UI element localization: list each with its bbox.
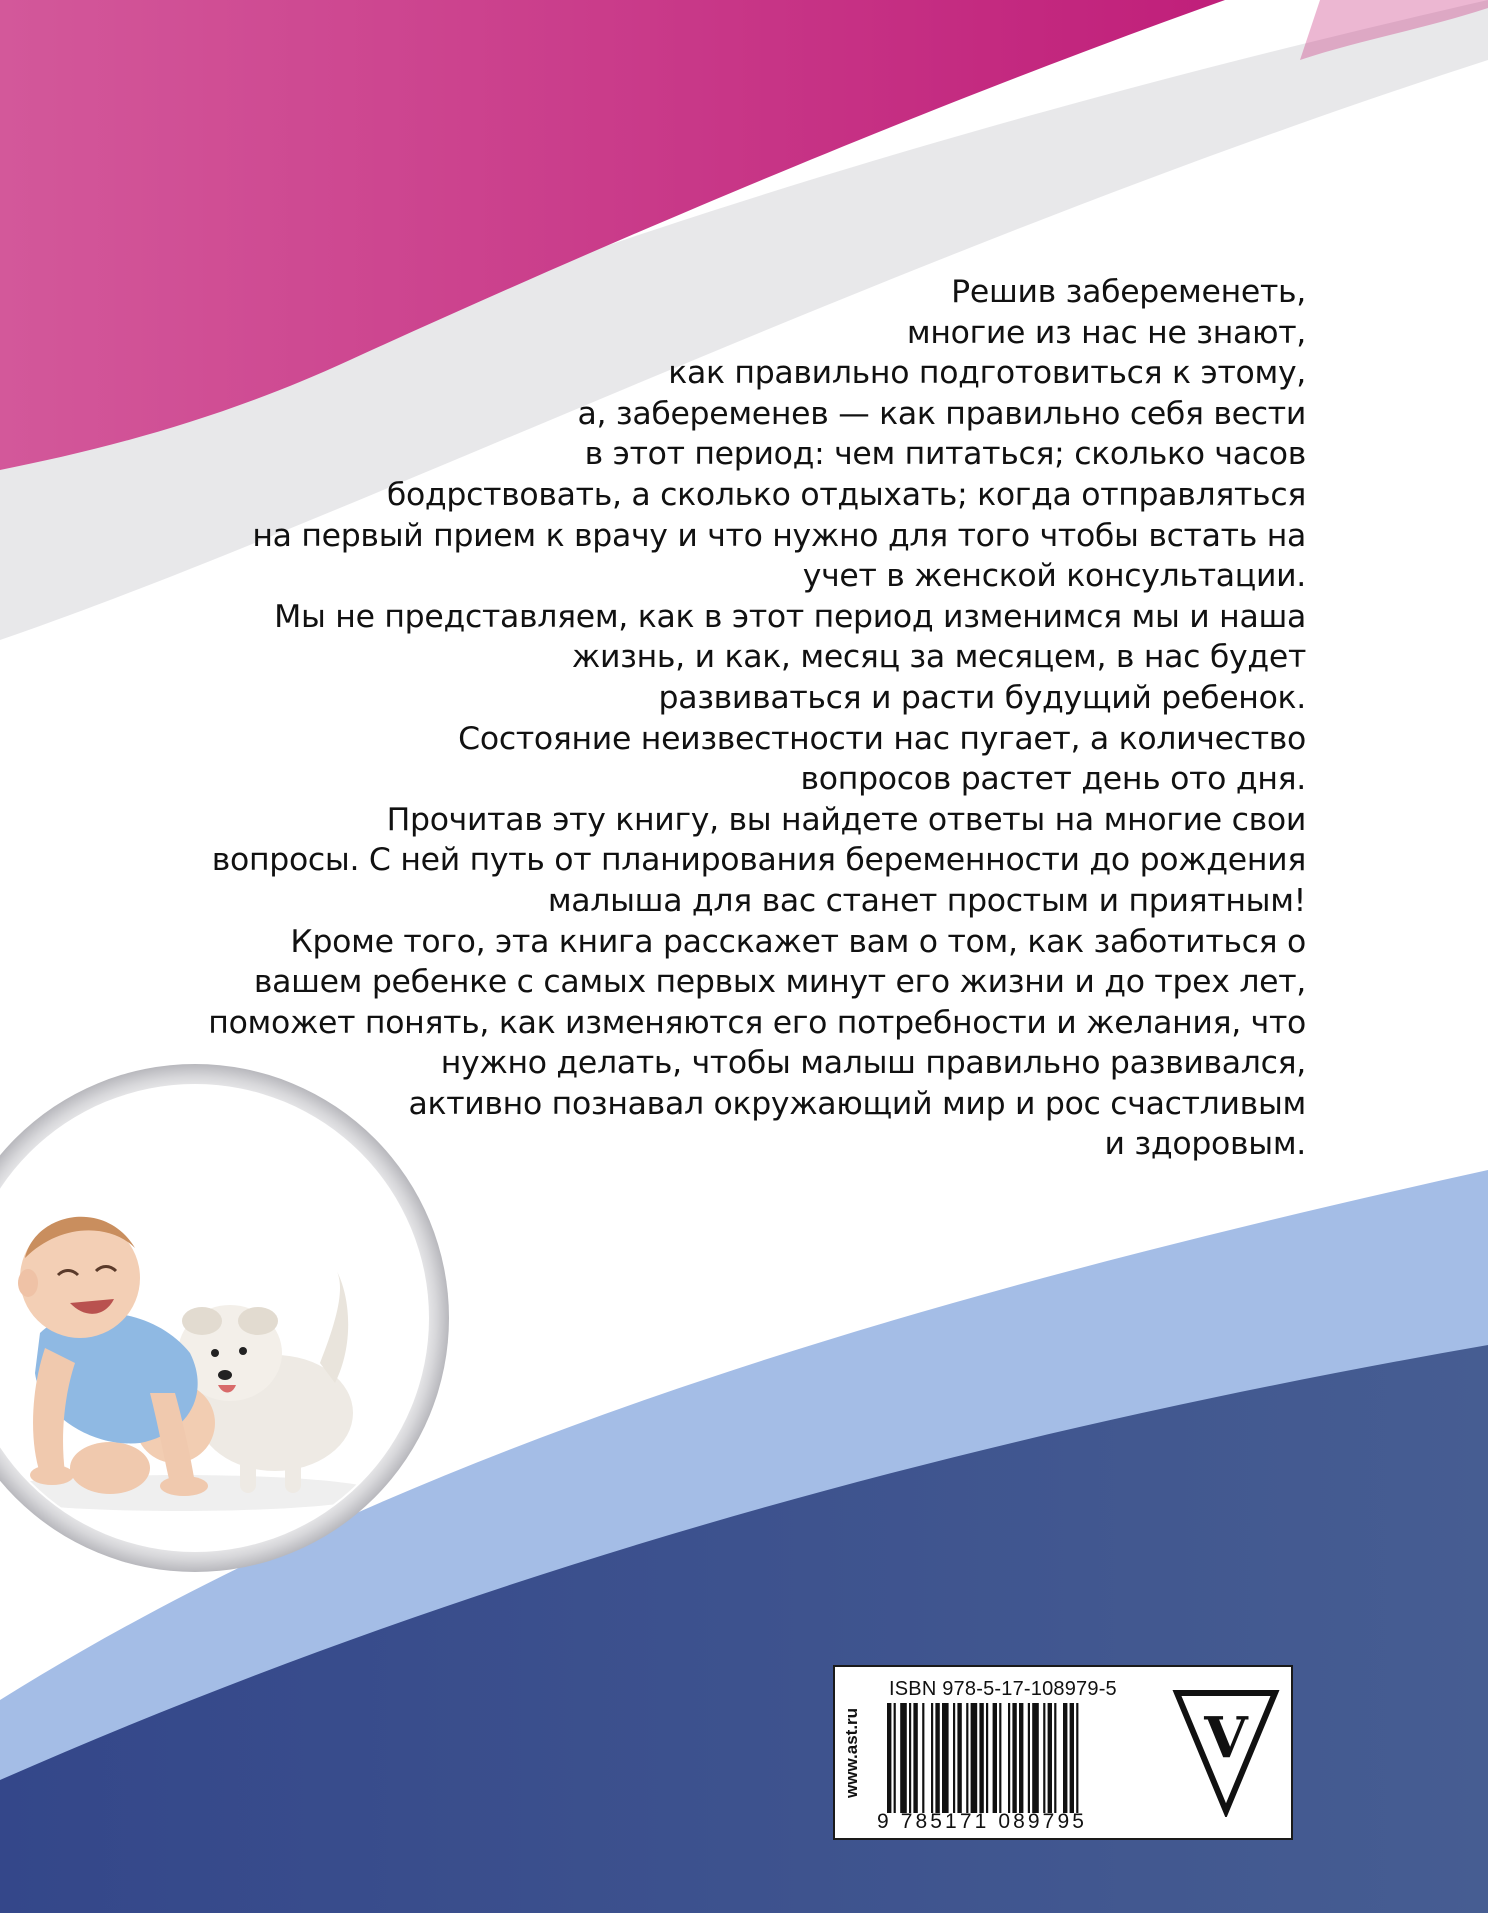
baby-puppy-photo (0, 1063, 450, 1573)
blurb-line: Мы не представляем, как в этот период изменимся мы и наша (274, 598, 1306, 635)
barcode-bar (993, 1703, 997, 1813)
blurb-line: активно познавал окружающий мир и рос счастливым (408, 1085, 1306, 1122)
barcode-block (833, 1665, 1293, 1840)
blurb-line: и здоровым. (1104, 1126, 1306, 1163)
blurb-line: учет в женской консультации. (802, 558, 1306, 595)
barcode-bar (953, 1703, 955, 1813)
blurb-line: на первый прием к врачу и что нужно для того чтобы встать на (252, 517, 1306, 554)
blurb-line: а, забеременев — как правильно себя вести (577, 395, 1306, 432)
blurb-line: бодрствовать, а сколько отдыхать; когда отправляться (386, 476, 1306, 513)
blurb-line: поможет понять, как изменяются его потребности и желания, что (208, 1004, 1306, 1041)
barcode-bar (1012, 1703, 1016, 1813)
blurb-line: Прочитав эту книгу, вы найдете ответы на многие свои (386, 801, 1306, 838)
barcode-bars (887, 1703, 1155, 1813)
blurb-line: многие из нас не знают, (906, 314, 1306, 351)
blurb-line: Состояние неизвестности нас пугает, а количество (458, 720, 1306, 757)
blurb-line: вашем ребенке с самых первых минут его жизни и до трех лет, (253, 964, 1306, 1001)
barcode-bar (979, 1703, 983, 1813)
publisher-logo (1171, 1687, 1281, 1817)
blurb-line: Решив забеременеть, (951, 274, 1306, 310)
barcode-bar (1019, 1703, 1023, 1813)
barcode-bar (1063, 1703, 1067, 1813)
barcode-bar (1043, 1703, 1045, 1813)
barcode-bar (1070, 1703, 1074, 1813)
barcode-bar (922, 1703, 924, 1813)
publisher-letter: V (1204, 1705, 1248, 1771)
barcode-bar (942, 1703, 949, 1813)
barcode-bar (1054, 1703, 1056, 1813)
barcode-bar (986, 1703, 988, 1813)
publisher-website: www.ast.ru (842, 1707, 861, 1799)
barcode-bar (894, 1703, 896, 1813)
barcode-bar (931, 1703, 933, 1813)
blurb-line: Кроме того, эта книга расскажет вам о том, как заботиться о (290, 923, 1306, 960)
blurb-line: в этот период: чем питаться; сколько часов (584, 436, 1306, 473)
blurb-line: развиваться и расти будущий ребенок. (658, 679, 1306, 716)
barcode-bar (999, 1703, 1001, 1813)
blurb-line: как правильно подготовиться к этому, (668, 355, 1306, 392)
barcode-bar (957, 1703, 961, 1813)
barcode-bar (913, 1703, 917, 1813)
barcode-bar (935, 1703, 939, 1813)
barcode-bar (887, 1703, 891, 1813)
barcode-bar (909, 1703, 911, 1813)
isbn-text: ISBN 978-5-17-108979-5 (889, 1678, 1117, 1700)
blurb-line: нужно делать, чтобы малыш правильно развивался, (440, 1045, 1306, 1082)
barcode-bar (1048, 1703, 1052, 1813)
barcode-bar (966, 1703, 968, 1813)
barcode-bar (1008, 1703, 1010, 1813)
barcode-bar (1032, 1703, 1039, 1813)
blurb-line: жизнь, и как, месяц за месяцем, в нас будет (571, 639, 1306, 676)
barcode-digits: 9 785171 089795 (877, 1810, 1087, 1833)
barcode-bar (900, 1703, 907, 1813)
barcode-bar (971, 1703, 978, 1813)
blurb-line: вопросы. С ней путь от планирования беременности до рождения (211, 842, 1306, 879)
back-cover-blurb (156, 272, 1306, 1165)
barcode-bar (1028, 1703, 1030, 1813)
blurb-line: вопросов растет день ото дня. (800, 761, 1306, 798)
barcode-bar (1076, 1703, 1078, 1813)
blurb-line: малыша для вас станет простым и приятным! (547, 882, 1306, 919)
